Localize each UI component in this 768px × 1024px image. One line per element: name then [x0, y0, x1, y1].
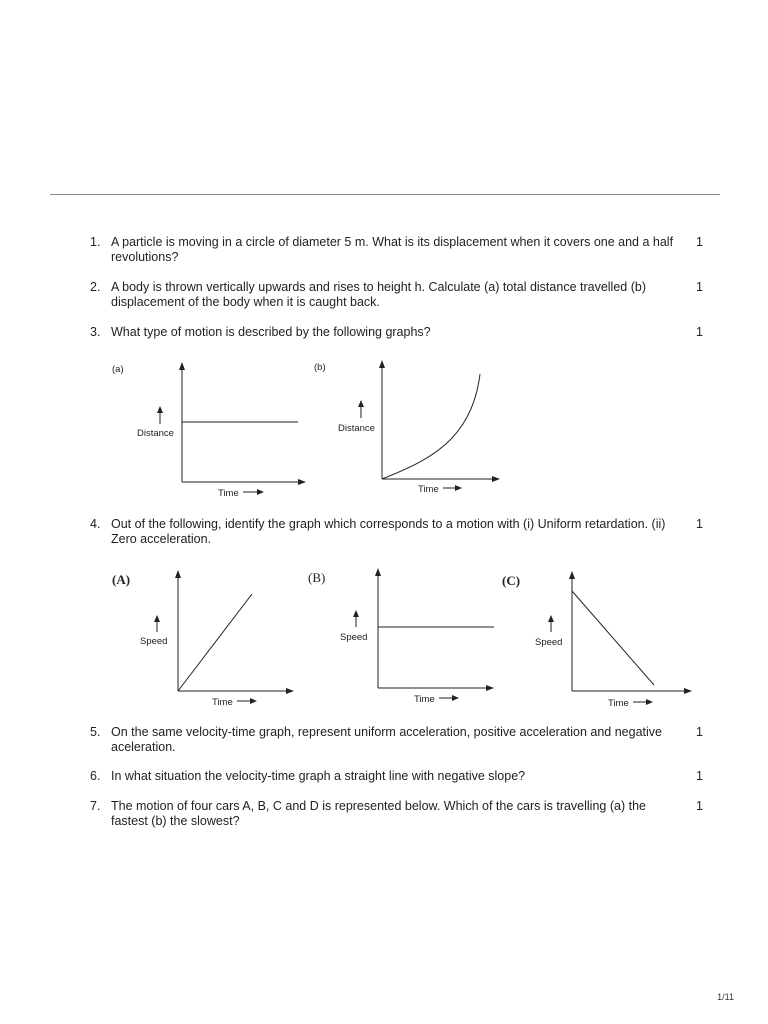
xlabel-arrow-head	[455, 485, 462, 491]
graph-4c	[500, 567, 700, 712]
graph-tag: (B)	[308, 570, 326, 585]
y-axis-arrow	[175, 570, 181, 578]
question-marks: 1	[696, 769, 703, 783]
y-axis-arrow	[379, 360, 385, 368]
question-marks: 1	[696, 799, 703, 813]
question-marks: 1	[696, 325, 703, 339]
graph-tag: (a)	[112, 364, 124, 375]
question-marks: 1	[696, 517, 703, 531]
y-axis-label: Speed	[340, 632, 368, 643]
question-text: On the same velocity-time graph, represent uniform acceleration, positive acceleration and negative aceleration.	[111, 725, 662, 754]
x-axis-label: Time	[608, 698, 629, 709]
question-text: Out of the following, identify the graph which corresponds to a motion with (i) Uniform retardation. (ii) Zero acceleration.	[111, 517, 666, 546]
question-number: 7.	[90, 799, 101, 813]
question-text: A particle is moving in a circle of diameter 5 m. What is its displacement when it covers one and a half revolutions?	[111, 235, 674, 264]
page-number: 1/11	[717, 992, 734, 1002]
graph-4a	[110, 566, 300, 711]
xlabel-arrow-head	[257, 489, 264, 495]
ylabel-arrow-head	[353, 610, 359, 617]
y-axis-arrow	[179, 362, 185, 370]
y-axis-label: Speed	[535, 637, 563, 648]
x-axis-label: Time	[418, 484, 439, 495]
graph-3b	[312, 356, 512, 498]
speed-line	[572, 591, 654, 685]
question-marks: 1	[696, 235, 703, 249]
x-axis-arrow	[684, 688, 692, 694]
y-axis-label: Distance	[338, 423, 375, 434]
x-axis-arrow	[298, 479, 306, 485]
question-marks: 1	[696, 725, 703, 739]
question-text: The motion of four cars A, B, C and D is represented below. Which of the cars is travelling (a) the fastest (b) the slowest?	[111, 799, 646, 828]
question-number: 2.	[90, 280, 101, 294]
question-text: What type of motion is described by the following graphs?	[111, 325, 431, 339]
x-axis-label: Time	[212, 697, 233, 708]
ylabel-arrow-head	[157, 406, 163, 413]
graph-3a	[110, 358, 310, 500]
graph-tag: (C)	[502, 573, 521, 588]
y-axis-arrow	[375, 568, 381, 576]
y-axis-label: Distance	[137, 428, 174, 439]
question-number: 3.	[90, 325, 101, 339]
x-axis-arrow	[286, 688, 294, 694]
question-number: 6.	[90, 769, 101, 783]
question-text: A body is thrown vertically upwards and rises to height h. Calculate (a) total distance travelled (b) displacement of the body when it is caught back.	[111, 280, 646, 309]
distance-curve	[382, 374, 480, 479]
graph-tag: (b)	[314, 362, 326, 373]
x-axis-arrow	[486, 685, 494, 691]
question-marks: 1	[696, 280, 703, 294]
ylabel-arrow-head	[154, 615, 160, 622]
question-text: In what situation the velocity-time graph a straight line with negative slope?	[111, 769, 526, 783]
question-number: 1.	[90, 235, 101, 249]
y-axis-label: Speed	[140, 636, 168, 647]
xlabel-arrow-head	[646, 699, 653, 705]
question-number: 5.	[90, 725, 101, 739]
ylabel-arrow-head	[358, 400, 364, 407]
y-axis-arrow	[569, 571, 575, 579]
speed-line	[178, 594, 252, 691]
graph-4b	[306, 564, 506, 709]
xlabel-arrow-head	[452, 695, 459, 701]
graph-tag: (A)	[112, 572, 131, 587]
xlabel-arrow-head	[250, 698, 257, 704]
x-axis-label: Time	[414, 694, 435, 705]
x-axis-label: Time	[218, 488, 239, 499]
header-rule	[50, 194, 720, 195]
x-axis-arrow	[492, 476, 500, 482]
question-number: 4.	[90, 517, 101, 531]
ylabel-arrow-head	[548, 615, 554, 622]
